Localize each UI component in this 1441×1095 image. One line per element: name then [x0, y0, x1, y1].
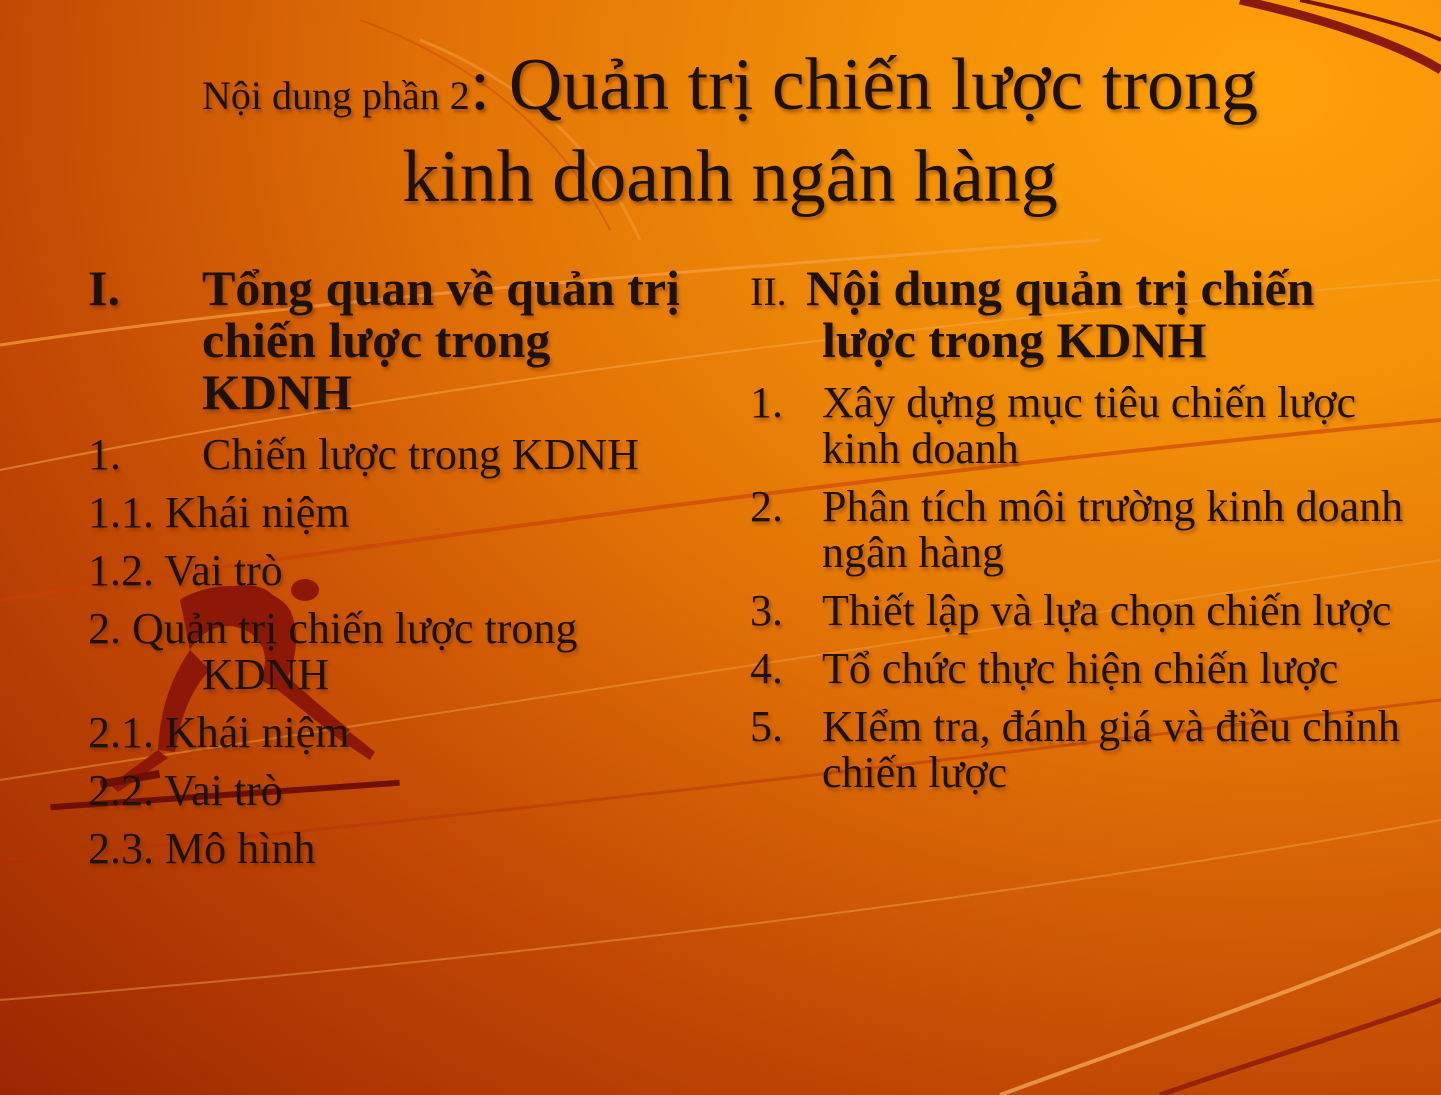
right-column: [750, 262, 1410, 796]
list-item-text: KIểm tra, đánh giá và điều chỉnh chiến lược: [822, 702, 1400, 797]
list-item-continuation: KDNH: [202, 650, 330, 699]
list-item: 2.2. Vai trò: [88, 766, 283, 815]
list-item: 2.1. Khái niệm: [88, 708, 350, 757]
list-item-text: Tổ chức thực hiện chiến lược: [822, 644, 1339, 693]
list-item-number: 2.: [750, 482, 783, 531]
left-column: [88, 262, 708, 872]
list-item: [750, 646, 1410, 692]
right-heading-number: II.: [750, 269, 787, 314]
title-main: : Quản trị chiến lược trong: [469, 44, 1258, 126]
list-item-number: 5.: [750, 702, 783, 751]
list-item: 1.2. Vai trò: [88, 546, 283, 595]
list-item-number: 1.: [750, 378, 783, 427]
slide-title-line2: kinh doanh ngân hàng: [402, 136, 1058, 218]
list-item-number: 3.: [750, 586, 783, 635]
list-item: 1.1. Khái niệm: [88, 488, 350, 537]
slide-title: [90, 44, 1370, 126]
list-item: 2.3. Mô hình: [88, 824, 316, 873]
list-item: [750, 588, 1410, 634]
list-item-text: Phân tích môi trường kinh doanh ngân hàng: [822, 482, 1404, 577]
list-item-text: Chiến lược trong KDNH: [202, 430, 639, 479]
list-item-text: Thiết lập và lựa chọn chiến lược: [822, 586, 1392, 635]
list-item: [750, 484, 1410, 576]
list-item-text: Xây dựng mục tiêu chiến lược kinh doanh: [822, 378, 1357, 473]
list-item: [88, 606, 708, 698]
left-heading-text: Tổng quan về quản trị chiến lược trong KDNH: [202, 260, 680, 420]
list-item: [750, 380, 1410, 472]
list-item-text: 2. Quản trị chiến lược trong: [88, 604, 578, 653]
list-item-number: 1.: [88, 430, 121, 479]
left-heading-number: I.: [88, 260, 120, 316]
title-prefix: Nội dung phần 2: [202, 73, 470, 118]
list-item-number: 4.: [750, 644, 783, 693]
right-heading-text: Nội dung quản trị chiến lược trong KDNH: [806, 260, 1315, 368]
right-heading: [750, 262, 1410, 366]
list-item: [88, 432, 708, 478]
left-heading: [88, 262, 708, 418]
list-item: [750, 704, 1410, 796]
